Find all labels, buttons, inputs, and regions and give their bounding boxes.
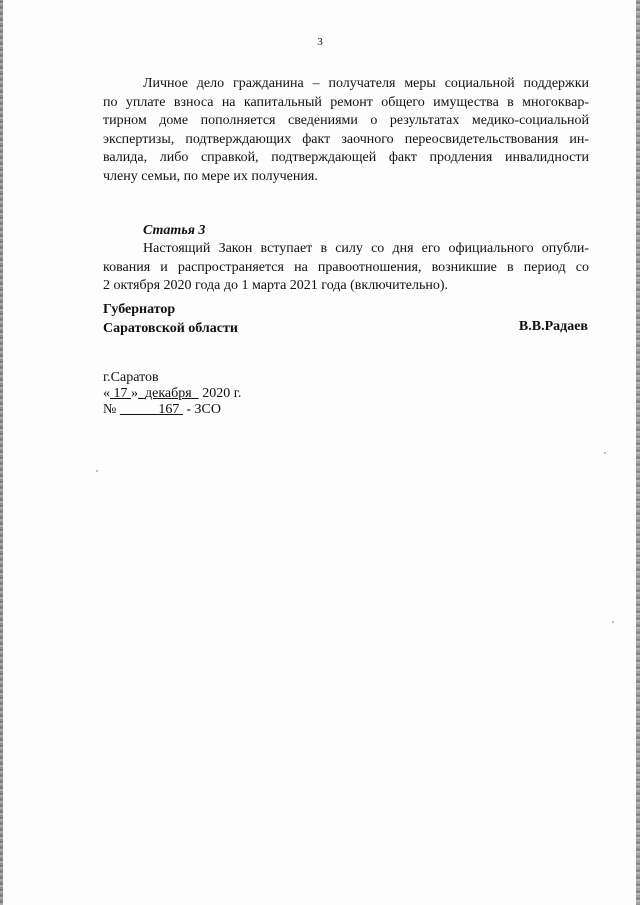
signature-title-line1: Губернатор xyxy=(103,302,176,317)
date-line xyxy=(103,386,241,402)
number-line xyxy=(103,402,241,418)
date-year: 2020 г. xyxy=(202,386,242,401)
scan-edge-left xyxy=(0,0,3,905)
paragraph-line: члену семьи, по мере их получения. xyxy=(103,168,318,184)
scan-speck xyxy=(604,452,606,454)
paragraph-line: Личное дело гражданина – получателя меры социальной поддержки xyxy=(143,76,589,91)
signature-block xyxy=(103,300,238,338)
paragraph-line: Настоящий Закон вступает в силу со дня его официального опубли- xyxy=(143,241,589,256)
signature-title-line2: Саратовской области xyxy=(103,321,238,336)
signature-name: В.В.Радаев xyxy=(518,319,588,334)
place-date-number-block xyxy=(103,370,241,418)
paragraph-entry-into-force xyxy=(103,240,589,296)
page-number: 3 xyxy=(317,36,323,48)
scan-speck xyxy=(96,470,98,472)
article-title: Статья 3 xyxy=(143,223,206,238)
number-suffix: - ЗСО xyxy=(186,402,221,417)
paragraph-line: 2 октября 2020 года до 1 марта 2021 года (включительно). xyxy=(103,278,449,293)
paragraph-line: экспертизы, подтверждающих факт заочного переосвидетельствования ин- xyxy=(103,131,589,147)
number-value: 167 xyxy=(158,402,180,417)
scan-edge-right xyxy=(636,0,640,905)
scan-speck xyxy=(612,621,614,623)
date-close-quote: » xyxy=(131,386,138,401)
date-month: декабря xyxy=(145,386,192,401)
paragraph-line: кования и распространяется на правоотношения, возникшие в период со xyxy=(103,259,589,275)
city: г.Саратов xyxy=(103,370,159,385)
date-open-quote: « xyxy=(103,386,110,401)
number-prefix: № xyxy=(103,402,117,417)
paragraph-line: по уплате взноса на капитальный ремонт общего имущества в многоквар- xyxy=(103,94,589,110)
paragraph-personal-file xyxy=(103,75,589,186)
date-day: 17 xyxy=(113,386,128,401)
paragraph-line: валида, либо справкой, подтверждающей факт продления инвалидности xyxy=(103,150,589,165)
paragraph-line: тирном доме пополняется сведениями о результатах медико-социальной xyxy=(103,113,589,128)
